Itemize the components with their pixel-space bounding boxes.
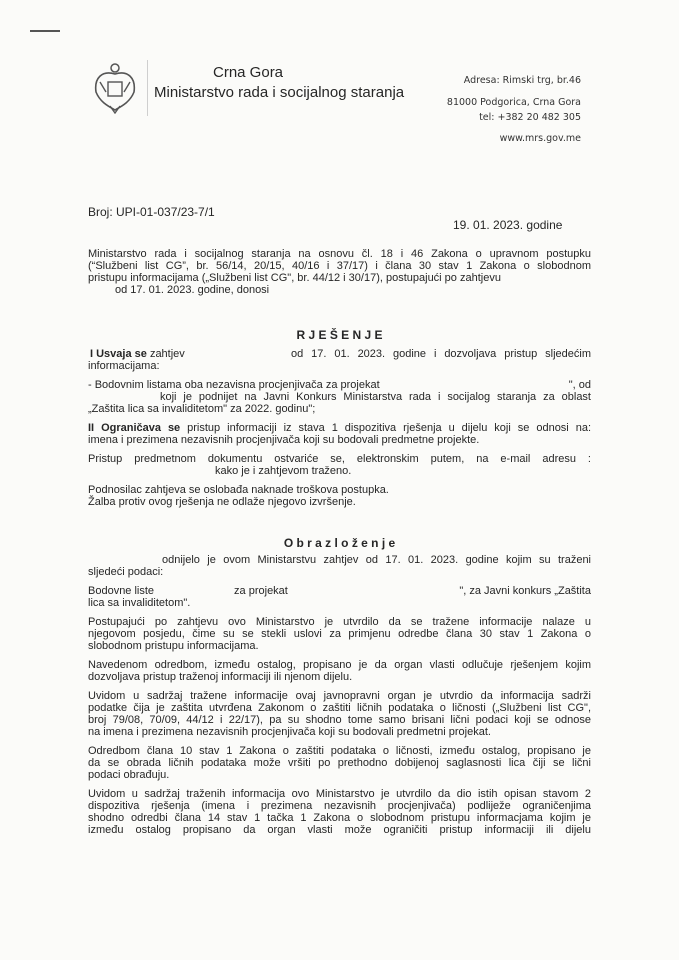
reasoning-line: između ostalog propisano da organ vlasti može ograničiti pristup informaciji ili dijelu <box>88 824 591 836</box>
country-name: Crna Gora <box>213 64 284 81</box>
reasoning-r2-row <box>88 585 591 597</box>
decision-item-row <box>88 379 591 391</box>
reasoning-line: podatke čija je zaštita utvrđena Zakonom o zaštiti ličnih podataka o ličnosti („Službeni list CG", <box>88 702 591 714</box>
p2-text: pristup informaciji iz stava 1 dispozitiva rješenja u dijelu koji se odnosi na: <box>187 422 591 434</box>
reasoning-line: da se obrada ličnih podataka može vršiti po prethodno dobijenoj saglasnosti lica čiji se lični <box>88 757 591 769</box>
website: www.mrs.gov.me <box>499 133 581 144</box>
reasoning-line: lica sa invaliditetom". <box>88 597 191 609</box>
p2-bold: II Ograničava se <box>88 422 181 434</box>
p1-bold: I Usvaja se <box>90 348 147 360</box>
decision-item-line: „Zaštita lica sa invaliditetom" za 2022. godinu"; <box>88 403 316 415</box>
reasoning-line: broj 79/08, 70/09, 44/12 i 22/17), pa su shodno tome samo brisani lični podaci koji se odnose <box>88 714 591 726</box>
decision-p5: Žalba protiv ovog rješenja ne odlaže njegovo izvršenje. <box>88 496 356 508</box>
reasoning-line: za projekat <box>234 585 288 597</box>
address: Adresa: Rimski trg, br.46 <box>463 75 581 86</box>
decision-p2-line: imena i prezimena nezavisnih procjenjivača koji su bodovali predmetne projekte. <box>88 434 480 446</box>
decision-p1-row <box>88 348 591 360</box>
reasoning-line: dispozitiva rješenja (imena i prezimena nezavisnih procjenjivača) podliježe ograničenjima <box>88 800 591 812</box>
document-date: 19. 01. 2023. godine <box>453 218 563 232</box>
pen-mark <box>30 30 60 32</box>
reasoning-line: Odredbom člana 10 stav 1 Zakona o zaštiti podataka o ličnosti, između ostalog, propisano je <box>88 745 591 757</box>
reasoning-line: Postupajući po zahtjevu ovo Ministarstvo je utvrdilo da se tražene informacije nalaze u <box>88 616 591 628</box>
decision-item-line: ", od <box>568 379 591 391</box>
intro-line: (“Službeni list CG”, br. 56/14, 20/15, 40/16 i 37/17) i člana 30 stav 1 Zakona o slobodnom <box>88 260 591 272</box>
reasoning-line: Bodovne liste <box>88 585 155 597</box>
reasoning-line: Uvidom u sadržaj tražene informacije ovaj javnopravni organ je utvrdio da informacija sadrži <box>88 690 591 702</box>
document-body <box>88 248 591 836</box>
decision-p3-line: kako je i zahtjevom traženo. <box>215 465 352 477</box>
decision-p3-line: Pristup predmetnom dokumentu ostvariće se, elektronskim putem, na e-mail adresu : <box>88 453 591 465</box>
intro-line: od 17. 01. 2023. godine, donosi <box>115 284 270 296</box>
reasoning-line: na imena i prezimena nezavisnih procjenjivača koji su bodovali predmetni projekat. <box>88 726 491 738</box>
reasoning-line: ", za Javni konkurs „Zaštita <box>459 585 591 597</box>
reasoning-line: odnijelo je ovom Ministarstvu zahtjev od 17. 01. 2023. godine kojim su traženi <box>162 554 591 566</box>
coat-of-arms-logo <box>92 62 138 114</box>
header-divider <box>147 60 148 116</box>
reasoning-line: shodno odredbi člana 14 stav 1 tačka 1 Zakona o slobodnom pristupu informacjama kojim je <box>88 812 591 824</box>
reasoning-line: Navedenom odredbom, između ostalog, propisano je da organ vlasti odlučuje rješenjem kojim <box>88 659 591 671</box>
p1-text: zahtjev <box>149 348 185 360</box>
decision-p1-start <box>88 348 185 360</box>
reasoning-line: njegovom posjedu, čime su se stekli uslovi za primjenu odredbe člana 30 stav 1 Zakona o <box>88 628 591 640</box>
reasoning-line: podaci obrađuju. <box>88 769 170 781</box>
decision-p4: Podnosilac zahtjeva se oslobađa naknade troškova postupka. <box>88 484 389 496</box>
reasoning-line: Uvidom u sadržaj traženih informacija ovo Ministarstvo je utvrdilo da dio istih opisan stavom 2 <box>88 788 591 800</box>
intro-line: pristupu informacijama („Službeni list CG", br. 44/12 i 30/17), postupajući po zahtjevu <box>88 272 501 284</box>
reasoning-title: O b r a z l o ž e n j e <box>283 536 396 550</box>
reasoning-line: slobodnom pristupu informacijama. <box>88 640 259 652</box>
ministry-name: Ministarstvo rada i socijalnog staranja <box>154 84 405 101</box>
city: 81000 Podgorica, Crna Gora <box>446 97 581 108</box>
phone: tel: +382 20 482 305 <box>479 112 581 123</box>
document-number: Broj: UPI-01-037/23-7/1 <box>88 205 215 219</box>
decision-item-line: - Bodovnim listama oba nezavisna procjenjivača za projekat <box>88 379 380 391</box>
decision-p1-end: od 17. 01. 2023. godine i dozvoljava pristup sljedećim <box>291 348 591 360</box>
reasoning-line: sljedeći podaci: <box>88 566 164 578</box>
decision-item-line: koji je podnijet na Javni Konkurs Ministarstva rada i socijalog staranja za oblast <box>160 391 591 403</box>
intro-line: Ministarstvo rada i socijalnog staranja na osnovu čl. 18 i 46 Zakona o upravnom postupku <box>88 248 591 260</box>
decision-p1-line: informacijama: <box>88 360 160 372</box>
reasoning-line: dozvoljava pristup traženoj informaciji ili njenom dijelu. <box>88 671 353 683</box>
decision-title: R J E Š E N J E <box>296 328 383 342</box>
decision-p2-line <box>88 422 591 434</box>
